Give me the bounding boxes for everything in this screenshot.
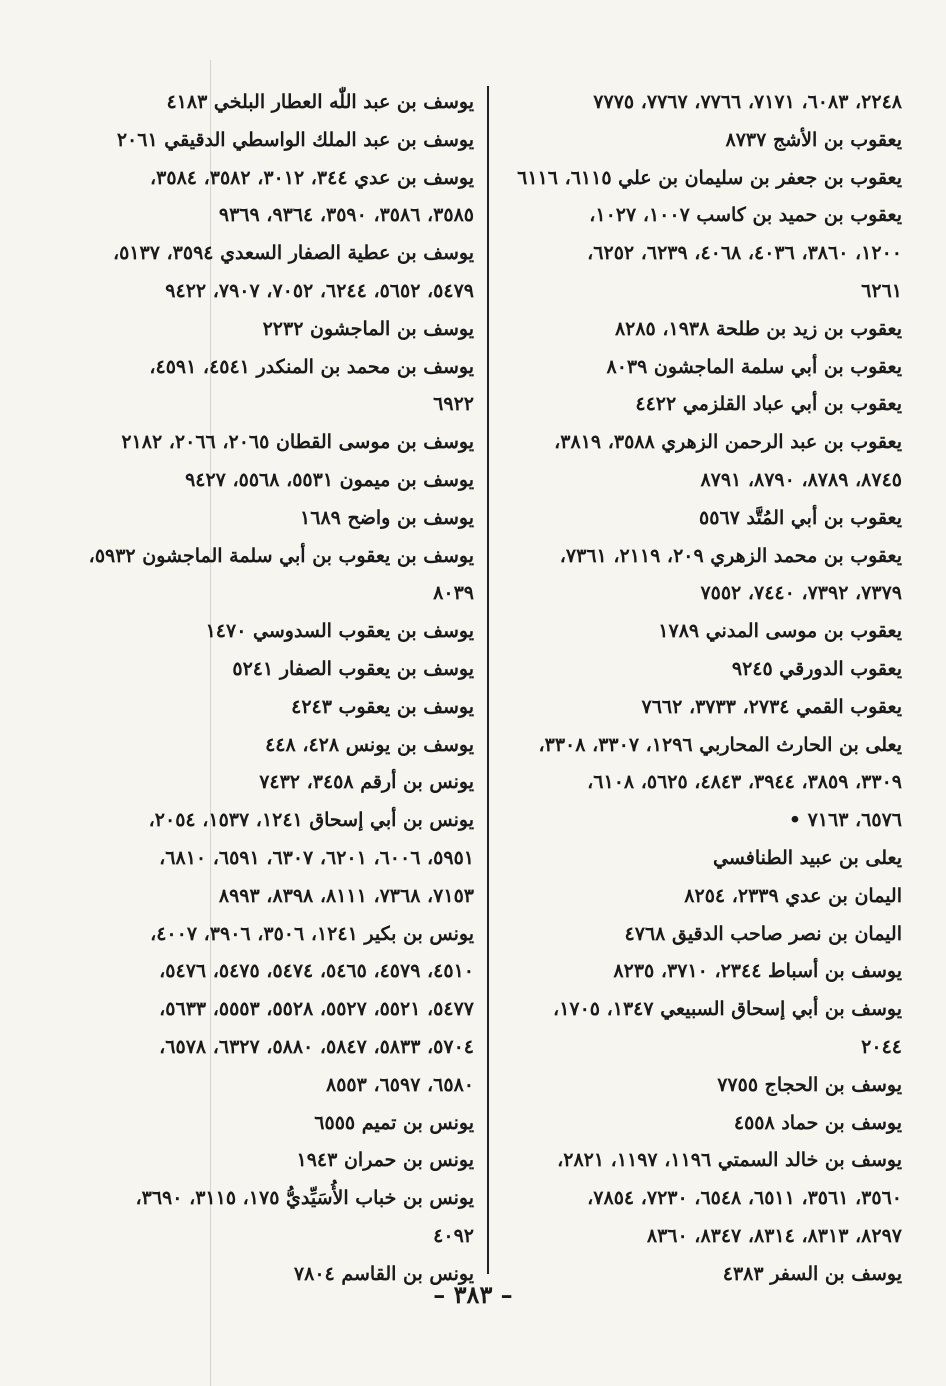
index-entry-line: يوسف بن موسى القطان ٢٠٦٥، ٢٠٦٦، ٢١٨٢ — [121, 431, 474, 454]
index-entry-line: يعقوب بن أبي سلمة الماجشون ٨٠٣٩ — [606, 355, 902, 378]
index-entry-line: ٧١٥٣، ٧٣٦٨، ٨١١١، ٨٣٩٨، ٨٩٩٣ — [218, 884, 474, 907]
index-entry-line: ٦٥٨٠، ٦٥٩٧، ٨٥٥٣ — [326, 1073, 474, 1096]
index-entry-line: يونس بن أبي إسحاق ١٢٤١، ١٥٣٧، ٢٠٥٤، — [148, 809, 474, 832]
column-divider — [487, 86, 489, 1274]
index-entry-line: يوسف بن عبد الملك الواسطي الدقيقي ٢٠٦١ — [116, 128, 474, 151]
index-column-left — [72, 84, 474, 1294]
index-entry — [500, 878, 902, 916]
index-entry-line: ٧٣٧٩، ٧٣٩٢، ٧٤٤٠، ٧٥٥٢ — [700, 582, 902, 605]
index-entry-line: يعقوب بن موسى المدني ١٧٨٩ — [658, 620, 902, 643]
index-entry-line: يعقوب بن حميد بن كاسب ١٠٠٧، ١٠٢٧، — [589, 204, 902, 227]
index-entry — [72, 1105, 474, 1143]
index-entry — [72, 349, 474, 425]
index-entry — [72, 916, 474, 1105]
index-entry-line: يوسف بن خالد السمتي ١١٩٦، ١١٩٧، ٢٨٢١، — [557, 1149, 902, 1172]
index-entry — [500, 689, 902, 727]
index-entry-line: يعقوب بن الأشج ٨٧٣٧ — [725, 128, 902, 151]
index-entry — [500, 197, 902, 310]
index-entry-line: ٢٠٤٤ — [861, 1035, 902, 1058]
index-entry-line: ٤٥١٠، ٤٥٧٩، ٥٤٦٥، ٥٤٧٤، ٥٤٧٥، ٥٤٧٦، — [159, 960, 474, 983]
index-entry-line: ٤٠٩٢ — [433, 1224, 474, 1247]
index-entry-line: يونس بن خباب الأُسَيِّديُّ ١٧٥، ٣١١٥، ٣٦٩٠، — [135, 1187, 474, 1210]
index-entry-line: ٥٩٥١، ٦٠٠٦، ٦٢٠١، ٦٣٠٧، ٦٥٩١، ٦٨١٠، — [159, 846, 474, 869]
index-entry-line: يونس بن بكير ١٢٤١، ٣٥٠٦، ٣٩٠٦، ٤٠٠٧، — [150, 922, 474, 945]
index-entry — [500, 122, 902, 160]
index-entry — [72, 235, 474, 311]
index-entry-line: اليمان بن عدي ٢٣٣٩، ٨٢٥٤ — [684, 884, 902, 907]
index-entry — [72, 84, 474, 122]
index-entry-line: يعقوب بن عبد الرحمن الزهري ٣٥٨٨، ٣٨١٩، — [554, 431, 902, 454]
index-entry — [500, 349, 902, 387]
index-entry-line: ٨٧٤٥، ٨٧٨٩، ٨٧٩٠، ٨٧٩١ — [700, 468, 902, 491]
index-entry-line: يونس بن أرقم ٣٤٥٨، ٧٤٣٢ — [259, 771, 474, 794]
index-entry-line: ٣٥٨٥، ٣٥٨٦، ٣٥٩٠، ٩٣٦٤، ٩٣٦٩ — [218, 204, 474, 227]
index-entry — [500, 991, 902, 1067]
index-entry — [72, 538, 474, 614]
index-entry-line: ٣٥٦٠، ٣٥٦١، ٦٥١١، ٦٥٤٨، ٧٢٣٠، ٧٨٥٤، — [587, 1187, 902, 1210]
index-entry-line: يوسف بن الحجاج ٧٧٥٥ — [717, 1073, 902, 1096]
index-entry-line: يوسف بن يونس ٤٢٨، ٤٤٨ — [265, 733, 474, 756]
index-entry-line: يوسف بن ميمون ٥٥٣١، ٥٥٦٨، ٩٤٢٧ — [185, 468, 474, 491]
index-column-right — [500, 84, 902, 1294]
index-entry — [500, 613, 902, 651]
index-entry-line: يعلى بن الحارث المحاربي ١٢٩٦، ٣٣٠٧، ٣٣٠٨، — [538, 733, 902, 756]
index-entry-line: يوسف بن حماد ٤٥٥٨ — [733, 1111, 902, 1134]
index-entry — [72, 689, 474, 727]
index-entry-line: يونس بن تميم ٦٥٥٥ — [314, 1111, 474, 1134]
index-entry-line: ٨٢٩٧، ٨٣١٣، ٨٣١٤، ٨٣٤٧، ٨٣٦٠ — [646, 1224, 902, 1247]
index-entry-line: يوسف بن يعقوب السدوسي ١٤٧٠ — [205, 620, 474, 643]
index-entry-line: يوسف بن أسباط ٢٣٤٤، ٣٧١٠، ٨٢٣٥ — [613, 960, 902, 983]
index-entry — [500, 1067, 902, 1105]
index-entry-line: يونس بن حمران ١٩٤٣ — [296, 1149, 474, 1172]
index-entry-line: يعقوب الدورقي ٩٢٤٥ — [731, 657, 902, 680]
index-entry — [72, 613, 474, 651]
index-entry-line: ٢٢٤٨، ٦٠٨٣، ٧١٧١، ٧٧٦٦، ٧٧٦٧، ٧٧٧٥ — [593, 91, 902, 113]
index-entry-line: يوسف بن عبد اللّٰه العطار البلخي ٤١٨٣ — [166, 91, 474, 113]
index-entry-line: يوسف بن واضح ١٦٨٩ — [300, 506, 474, 529]
index-entry-line: يوسف بن أبي إسحاق السبيعي ١٣٤٧، ١٧٠٥، — [553, 998, 902, 1021]
index-entry — [72, 160, 474, 236]
index-entry — [72, 462, 474, 500]
index-entry — [500, 84, 902, 122]
index-entry-line: يعقوب بن أبي عباد القلزمي ٤٤٢٢ — [635, 393, 902, 416]
index-entry-line: يعلى بن عبيد الطنافسي — [713, 846, 902, 869]
index-entry-line: يوسف بن يعقوب بن أبي سلمة الماجشون ٥٩٣٢، — [88, 544, 474, 567]
index-entry-line: يعقوب بن أبي المُتَّد ٥٥٦٧ — [699, 506, 902, 529]
index-entry-line: يعقوب بن زيد بن طلحة ١٩٣٨، ٨٢٨٥ — [614, 317, 902, 340]
index-entry — [72, 802, 474, 915]
index-entry-line: ٣٣٠٩، ٣٨٥٩، ٣٩٤٤، ٤٨٤٣، ٥٦٢٥، ٦١٠٨، — [587, 771, 902, 794]
index-entry-line: يوسف بن يعقوب الصفار ٥٢٤١ — [232, 657, 474, 680]
index-entry — [500, 1105, 902, 1143]
index-entry — [72, 500, 474, 538]
index-entry-line: ٥٧٠٤، ٥٨٣٣، ٥٨٤٧، ٥٨٨٠، ٦٣٢٧، ٦٥٧٨، — [159, 1035, 474, 1058]
index-entry-line: ١٢٠٠، ٣٨٦٠، ٤٠٣٦، ٤٠٦٨، ٦٢٣٩، ٦٢٥٢، — [587, 242, 902, 265]
index-entry-line: يعقوب بن جعفر بن سليمان بن علي ٦١١٥، ٦١١٦ — [517, 166, 902, 189]
index-entry — [72, 1180, 474, 1256]
index-entry — [500, 916, 902, 954]
index-entry — [500, 424, 902, 500]
page-number: – ٣٨٣ – — [433, 1280, 513, 1309]
index-entry-line: ٦٩٢٢ — [433, 393, 474, 416]
index-entry — [500, 500, 902, 538]
index-entry — [72, 1142, 474, 1180]
index-entry — [72, 424, 474, 462]
index-entry — [500, 311, 902, 349]
index-entry-line: يوسف بن يعقوب ٤٢٤٣ — [291, 695, 474, 718]
index-entry — [500, 651, 902, 689]
index-entry-line: يعقوب القمي ٢٧٣٤، ٣٧٣٣، ٧٦٦٢ — [641, 695, 902, 718]
index-entry — [500, 160, 902, 198]
index-entry — [500, 386, 902, 424]
index-entry — [72, 122, 474, 160]
index-entry-line: ٥٤٧٩، ٥٦٥٢، ٦٢٤٤، ٧٠٥٢، ٧٩٠٧، ٩٤٢٢ — [165, 279, 474, 302]
index-entry — [500, 953, 902, 991]
index-entry — [72, 311, 474, 349]
index-entry-line: اليمان بن نصر صاحب الدقيق ٤٧٦٨ — [624, 922, 902, 945]
index-entry — [500, 840, 902, 878]
index-entry — [72, 651, 474, 689]
index-entry-line: ٨٠٣٩ — [433, 582, 474, 605]
index-entry-line: يوسف بن عدي ٣٤٤، ٣٠١٢، ٣٥٨٢، ٣٥٨٤، — [150, 166, 474, 189]
index-entry-line: ٥٤٧٧، ٥٥٢١، ٥٥٢٧، ٥٥٢٨، ٥٥٥٣، ٥٦٣٣، — [159, 998, 474, 1021]
index-entry-line: يوسف بن الماجشون ٢٢٣٢ — [262, 317, 474, 340]
index-entry — [500, 538, 902, 614]
index-entry-line: ٦٢٦١ — [861, 279, 902, 302]
index-entry — [500, 727, 902, 840]
index-entry — [72, 727, 474, 765]
index-entry — [72, 764, 474, 802]
index-entry-line: يوسف بن السفر ٤٣٨٣ — [722, 1262, 902, 1285]
index-entry-line: يوسف بن عطية الصفار السعدي ٣٥٩٤، ٥١٣٧، — [112, 242, 474, 265]
index-entry-line: يونس بن القاسم ٧٨٠٤ — [293, 1262, 474, 1285]
index-entry-line: يوسف بن محمد بن المنكدر ٤٥٤١، ٤٥٩١، — [149, 355, 474, 378]
index-entry — [500, 1142, 902, 1255]
index-entry-line: ٦٥٧٦، ٧١٦٣ • — [788, 809, 902, 832]
index-entry-line: يعقوب بن محمد الزهري ٢٠٩، ٢١١٩، ٧٣٦١، — [559, 544, 902, 567]
